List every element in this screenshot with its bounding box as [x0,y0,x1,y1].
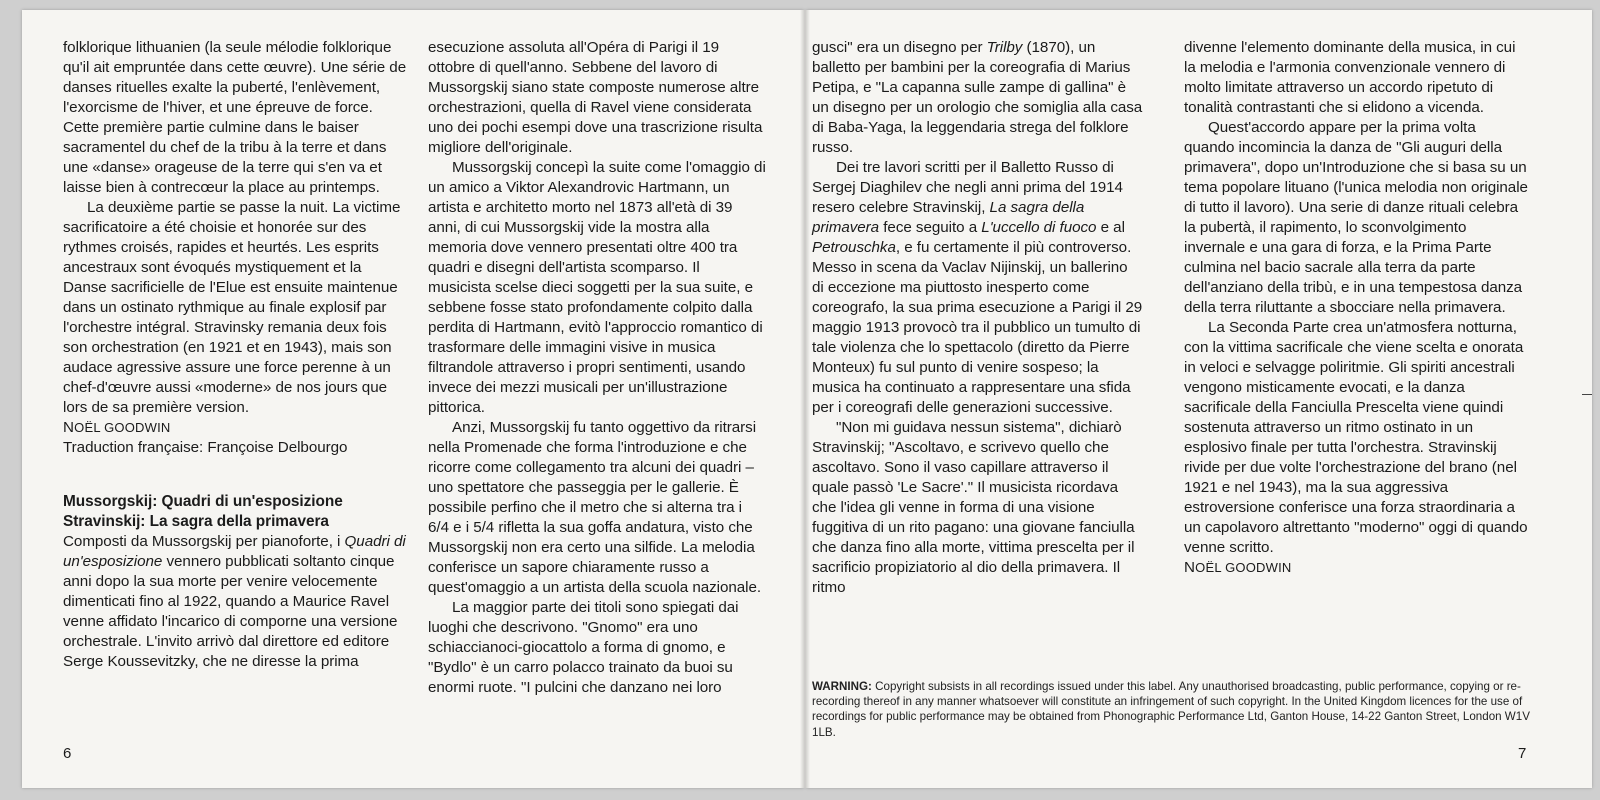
right-page-column-1 [812,38,1143,598]
text-run: Composti da Mussorgskij per pianoforte, i [63,533,345,550]
right-page-column-2 [1184,38,1530,578]
section-heading [63,492,407,532]
paragraph: Anzi, Mussorgskij fu tanto oggettivo da ritrarsi nella Promenade che forma l'introduzione e che ricorre come collegamento tra alcuni dei quadri – uno spettatore che passeggia per le gallerie. È possibile perfino che il metro che si alterna tra i 6/4 e i 5/4 rifletta la sua goffa andatura, visto che Mussorgskij non era certo una silfide. La melodia conferisce un sapore chiaramente russo a quest'omaggio a un artista della scuola nazionale. [428,419,762,596]
paragraph: Quest'accordo appare per la prima volta quando incomincia la danza de "Gli auguri della primavera", dopo un'Introduzione che si basa su un tema popolare lituano (l'unica melodia non originale di tutto il lavoro). Una serie di danze rituali celebra la pubertà, il rapimento, lo sconvolgimento invernale e una gara di forza, e la Prima Parte culmina nel bacio sacrale alla terra da parte dell'anziano della tribù, e in una tempestosa danza della terra riluttante a sbocciare nella primavera. [1184,119,1528,316]
work-title: Quadri di un'esposizione [63,533,406,570]
author-signature: NOËL GOODWIN [63,419,171,436]
text-run: vennero pubblicati soltanto cinque anni dopo la sua morte per venire velocemente dimenticati fino al 1922, quando a Maurice Ravel venne affidato l'incarico di comporne una versione orchestrale. L'invito arrivò dal direttore ed editore Serge Koussevitzky, che ne diresse la prima [63,553,398,670]
paragraph: folklorique lithuanien (la seule mélodie folklorique qu'il ait empruntée dans cette œuvre). Une série de danses rituelles exalte la puberté, l'enlèvement, l'exorcisme de l'hiver, et une épreuve de force. Cette première partie culmine dans le baiser sacramentel du chef de la tribu à la terre et dans une «danse» orageuse de la terre qui s'en va et laisse bien à contrecœur la place au printemps. [63,39,407,196]
work-title: La sagra della primavera [812,199,1085,236]
paragraph: Mussorgskij concepì la suite come l'omaggio di un amico a Viktor Alexandrovic Hartmann, un artista e architetto morto nel 1873 all'età di 39 anni, di cui Mussorgskij vide la mostra alla memoria dove vennero presentati oltre 400 tra quadri e disegni dell'artista scomparso. Il musicista scelse dieci soggetti per la sua suite, e sebbene fosse stato profondamente colpito dalla perdita di Hartmann, evitò l'approccio romantico di trasformare delle immagini visive in musica filtrandole attraverso i propri sentimenti, usando invece dei mezzi musicali per un'illustrazione pittorica. [428,159,766,416]
text-run: e al [1096,219,1125,236]
text-run: , e fu certamente il più controverso. Messo in scena da Vaclav Nijinskij, un ballerino di eccezione ma piuttosto inesperto come coreografo, la sua prima esecuzione a Parigi il 29 maggio 1913 provocò tra il pubblico un tumulto di tale violenza che lo spettacolo (diretto da Pierre Monteux) fu sul punto di venire sospeso; la musica ha continuato a rappresentare una sfida per i coreografi delle generazioni successive. [812,239,1143,416]
paragraph: esecuzione assoluta all'Opéra di Parigi il 19 ottobre di quell'anno. Sebbene del lavoro di Mussorgskij siano state composte numerose altre orchestrazioni, quella di Ravel viene considerata uno dei pochi esempi dove una trascrizione risulta migliore dell'originale. [428,39,763,156]
paragraph: La maggior parte dei titoli sono spiegati dai luoghi che descrivono. "Gnomo" era uno schiaccianoci-giocattolo a forma di gnomo, e "Bydlo" è un carro polacco trainato da buoi su enormi ruote. "I pulcini che danzano nei loro [428,599,739,696]
paragraph: divenne l'elemento dominante della musica, in cui la melodia e l'armonia convenzionale vennero di molto limitate attraverso un accordo ripetuto di tonalità contrastanti che si elidono a vicenda. [1184,39,1516,116]
paragraph: "Non mi guidava nessun sistema", dichiarò Stravinskij; "Ascoltavo, e scrivevo quello che ascoltavo. Sono il vaso capillare attraverso il quale passò 'Le Sacre'." Il musicista ricordava che l'idea gli venne in forma di una visione fuggitiva di un rito pagano: una giovane fanciulla che danza fino alla morte, vittima prescelta per il sacrificio propiziatorio al dio della primavera. Il ritmo [812,419,1135,596]
text-run: fece seguito a [879,219,982,236]
paragraph [812,38,1143,158]
left-page-column-2 [428,38,766,698]
author-signature: NOËL GOODWIN [1184,559,1292,576]
work-title: Petrouschka [812,239,896,256]
translation-credit: Traduction française: Françoise Delbourgo [63,439,348,456]
text-run: gusci" era un disegno per [812,39,987,56]
paragraph: La deuxième partie se passe la nuit. La victime sacrificatoire a été choisie et honorée sur des rythmes croisés, rapides et heurtés. Les esprits ancestraux sont évoqués mystiquement et la Danse sacrificielle de l'Elue est ensuite maintenue dans un ostinato rythmique au finale explosif par l'orchestre intégral. Stravinsky remania deux fois son orchestration (en 1921 et en 1943), mais son audace agressive assure une force perenne à un chef-d'œuvre aussi «moderne» de nos jours que lors de sa première version. [63,199,401,416]
warning-label: WARNING: [812,680,872,693]
page-edge-mark [1582,394,1592,395]
section-heading-line-1: Mussorgskij: Quadri di un'esposizione [63,493,343,510]
booklet-gutter [800,10,810,788]
warning-text: Copyright subsists in all recordings issued under this label. Any unauthorised broadcasting, public performance, copying or re-recording thereof in any manner whatsoever will constitute an infringement of such copyright. In the United Kingdom licences for the use of recordings for public performance may be obtained from Phonographic Performance Ltd, Ganton House, 14-22 Ganton Street, London W1V 1LB. [812,680,1530,739]
work-title: Trilby [986,39,1023,56]
paragraph [812,158,1143,418]
text-run: Dei tre lavori scritti per il Balletto Russo di Sergej Diaghilev che negli anni prima del 1914 resero celebre Stravinskij, [812,159,1123,216]
text-run: (1870), un balletto per bambini per la coreografia di Marius Petipa, e "La capanna sulle zampe di gallina" è un disegno per un orologio che somiglia alla casa di Baba-Yaga, la leggendaria strega del folklore russo. [812,39,1143,156]
page-number-left: 6 [63,745,72,762]
work-title: L'uccello di fuoco [981,219,1097,236]
paragraph [63,532,407,672]
page-number-right: 7 [1518,745,1527,762]
left-page-column-1 [63,38,407,672]
section-heading-line-2: Stravinskij: La sagra della primavera [63,513,329,530]
copyright-warning [812,679,1532,740]
paragraph: La Seconda Parte crea un'atmosfera notturna, con la vittima sacrificale che viene scelta e onorata in veloci e selvagge poliritmie. Gli spiriti ancestrali vengono misticamente evocati, e la danza sacrificale della Fanciulla Prescelta viene quindi sostenuta attraverso un ritmo ostinato in un esplosivo finale per tutta l'orchestra. Stravinskij rivide per due volte l'orchestrazione del brano (nel 1921 e nel 1943), ma la sua aggressiva estroversione conferisce una forza straordinaria a un capolavoro altrettanto "moderno" oggi di quando venne scritto. [1184,319,1528,556]
